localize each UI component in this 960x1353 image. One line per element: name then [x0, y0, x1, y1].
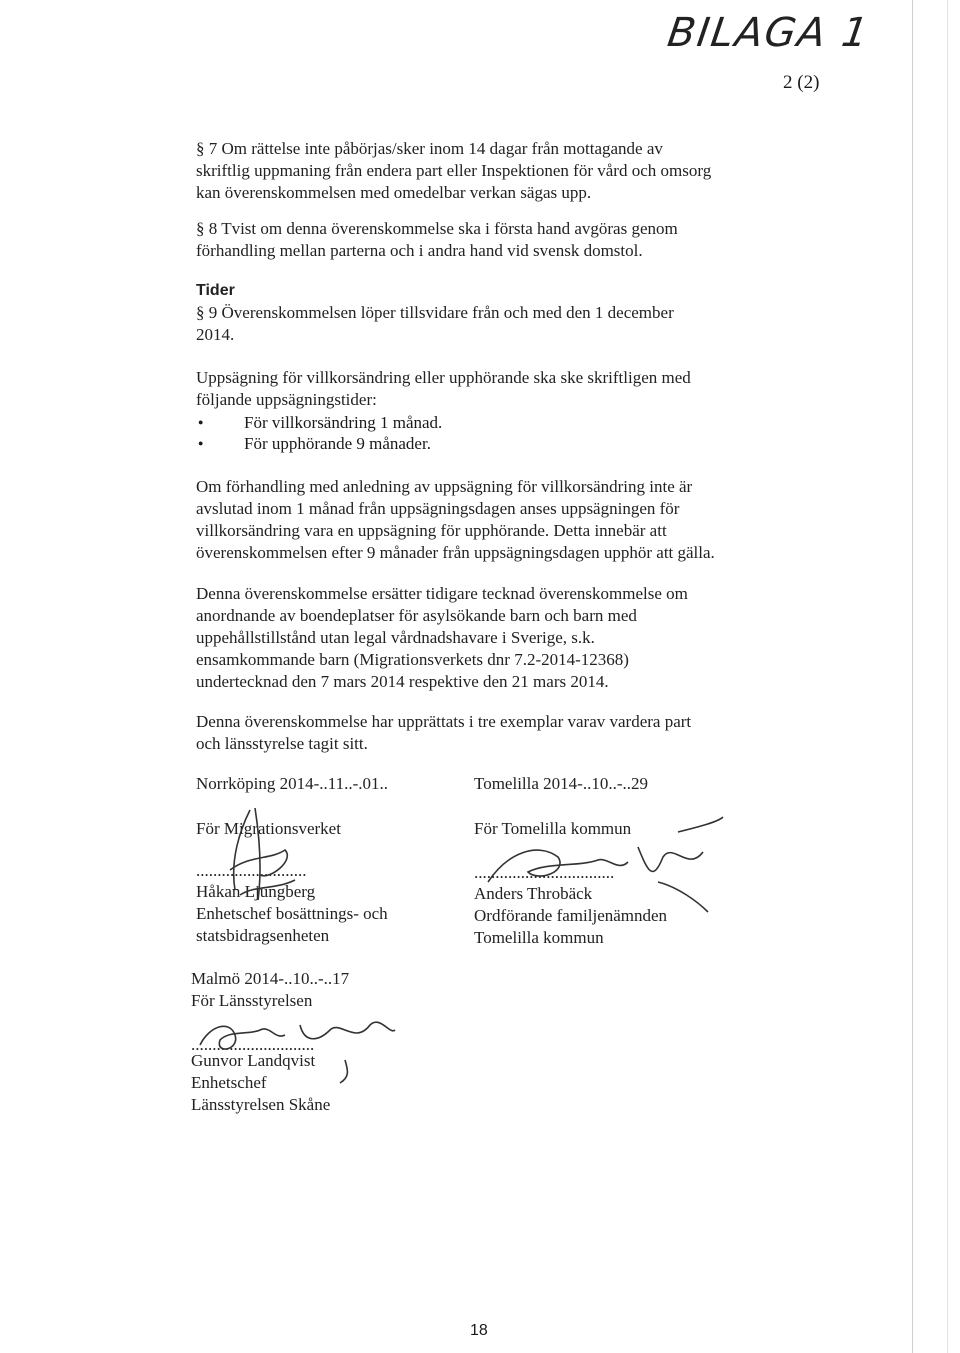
- text-line: följande uppsägningstider:: [196, 390, 377, 409]
- place-date: Malmö 2014-..10..-..17: [191, 969, 350, 988]
- signatory-title: Länsstyrelsen Skåne: [191, 1095, 331, 1114]
- text-line: Uppsägning för villkorsändring eller upphörande ska ske skriftligen med: [196, 368, 691, 387]
- organisation-label: För Länsstyrelsen: [191, 991, 313, 1010]
- signatory-title: Ordförande familjenämnden: [474, 906, 668, 925]
- paragraph-ersatter: [196, 583, 688, 693]
- paragraph-uppsagning: [196, 367, 691, 411]
- footer-page-number: 18: [470, 1322, 488, 1339]
- handwritten-signature-tomelilla: [478, 812, 728, 922]
- organisation-label: För Tomelilla kommun: [474, 819, 632, 838]
- page-edge-line-outer: [947, 0, 948, 1353]
- text-line: § 7 Om rättelse inte påbörjas/sker inom 14 dagar från mottagande av: [196, 139, 663, 158]
- text-line: § 9 Överenskommelsen löper tillsvidare från och med den 1 december: [196, 303, 674, 322]
- handwritten-signature-migrationsverket: [200, 800, 310, 910]
- paragraph-7: [196, 138, 711, 204]
- organisation-label: För Migrationsverket: [196, 819, 341, 838]
- signatory-name: Anders Throbäck: [474, 884, 593, 903]
- place-date: Norrköping 2014-..11..-.01..: [196, 774, 389, 793]
- signatory-name: Gunvor Landqvist: [191, 1051, 316, 1070]
- text-line: Denna överenskommelse har upprättats i tre exemplar varav vardera part: [196, 712, 692, 731]
- signature-line: .............................: [191, 1035, 315, 1054]
- text-line: undertecknad den 7 mars 2014 respektive den 21 mars 2014.: [196, 672, 609, 691]
- text-line: förhandling mellan parterna och i andra hand vid svensk domstol.: [196, 241, 643, 260]
- text-line: Om förhandling med anledning av uppsägning för villkorsändring inte är: [196, 477, 693, 496]
- text-line: överenskommelsen efter 9 månader från uppsägningsdagen upphör att gälla.: [196, 543, 715, 562]
- signatory-title: Tomelilla kommun: [474, 928, 604, 947]
- text-line: villkorsändring vara en uppsägning för upphörande. Detta innebär att: [196, 521, 667, 540]
- text-line: § 8 Tvist om denna överenskommelse ska i första hand avgöras genom: [196, 219, 678, 238]
- signatory-title: statsbidragsenheten: [196, 926, 330, 945]
- paragraph-forhandling: [196, 476, 715, 564]
- notice-periods-list: [196, 412, 442, 454]
- text-line: 2014.: [196, 325, 235, 344]
- place-date: Tomelilla 2014-..10..-..29: [474, 774, 648, 793]
- paragraph-9: [196, 302, 674, 346]
- page-number: 2 (2): [783, 72, 820, 93]
- signature-block-tomelilla: [474, 773, 648, 795]
- signatory-title: Enhetschef bosättnings- och: [196, 904, 388, 923]
- signature-line: .................................: [474, 863, 615, 882]
- text-line: och länsstyrelse tagit sitt.: [196, 734, 368, 753]
- text-line: avslutad inom 1 månad från uppsägningsdagen anses uppsägningen för: [196, 499, 680, 518]
- paragraph-upprattats: [196, 711, 691, 755]
- text-line: uppehållstillstånd utan legal vårdnadshavare i Sverige, s.k.: [196, 628, 595, 647]
- signatory-title: Enhetschef: [191, 1073, 267, 1092]
- signature-line: ..........................: [196, 861, 307, 880]
- page-edge-line: [912, 0, 913, 1353]
- paragraph-8: [196, 218, 678, 262]
- text-line: kan överenskommelsen med omedelbar verkan sägas upp.: [196, 183, 592, 202]
- signatory-name: Håkan Ljungberg: [196, 882, 316, 901]
- text-line: Denna överenskommelse ersätter tidigare tecknad överenskommelse om: [196, 584, 688, 603]
- text-line: skriftlig uppmaning från endera part eller Inspektionen för vård och omsorg: [196, 161, 712, 180]
- list-item: ● För villkorsändring 1 månad.: [196, 412, 442, 433]
- text-line: ensamkommande barn (Migrationsverkets dnr 7.2-2014-12368): [196, 650, 629, 669]
- handwritten-signature-lansstyrelsen: [190, 1005, 400, 1085]
- text-line: anordnande av boendeplatser för asylsökande barn och barn med: [196, 606, 637, 625]
- signature-block-migrationsverket: [196, 773, 388, 795]
- section-heading-tider: Tider: [196, 282, 235, 299]
- list-item: ● För upphörande 9 månader.: [196, 433, 442, 454]
- handwritten-title: BILAGA 1: [664, 10, 873, 56]
